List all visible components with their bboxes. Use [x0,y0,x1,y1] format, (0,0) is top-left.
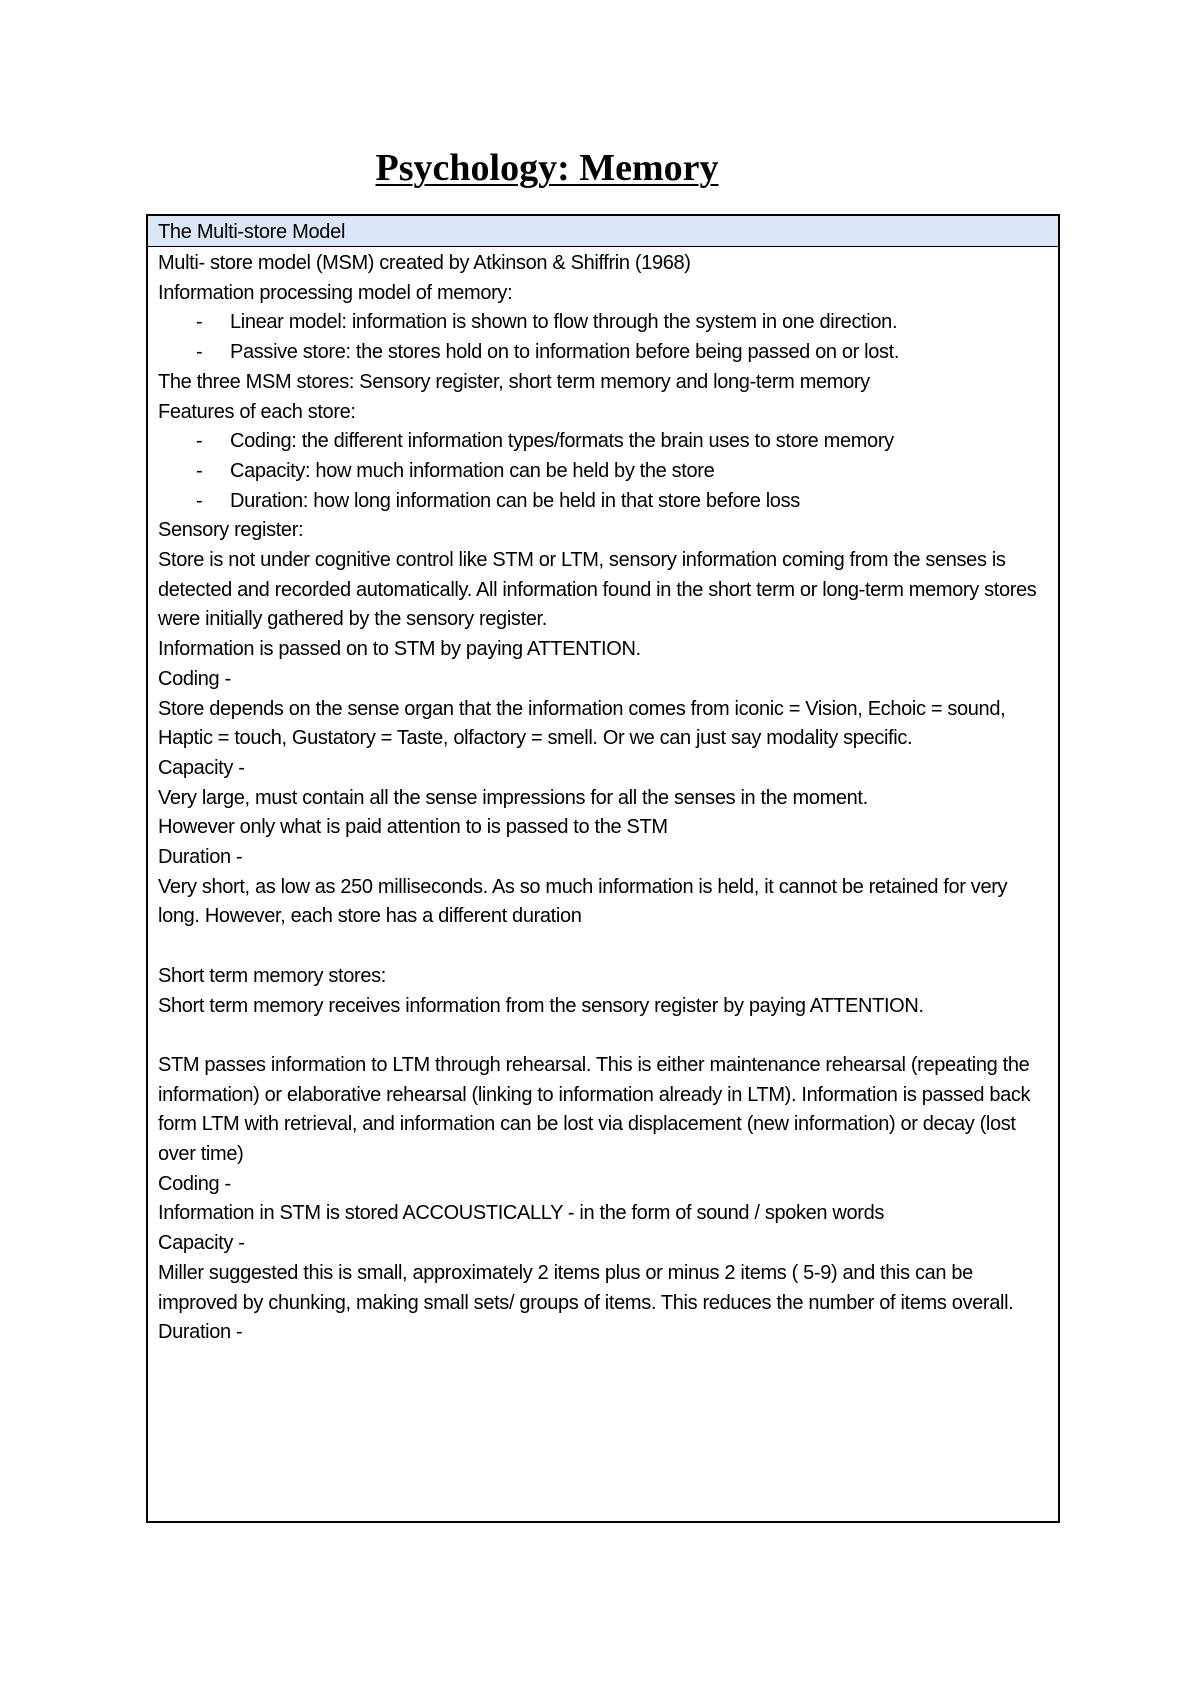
blank-line [158,1021,1048,1051]
text-line: Capacity - [158,1232,245,1255]
table-body [148,247,1058,1521]
text-line: Store depends on the sense organ that the information comes from iconic = Vision, Echoic = sound, Haptic = touch, Gustatory = Taste, olfactory = smell. Or we can just say modality specific. [158,697,1006,750]
text-line: Short term memory stores: [158,964,386,987]
text-line: Information processing model of memory: [158,281,513,304]
bullet-marker: - [196,459,203,482]
text-line: Multi- store model (MSM) created by Atkinson & Shiffrin (1968) [158,252,691,274]
text-line: STM passes information to LTM through rehearsal. This is either maintenance rehearsal (repeating the information) or elaborative rehearsal (linking to information already in LTM). Information is passed back form LTM with retrieval, and information can be lost via displacement (new information) or decay (lost over time) [158,1053,1031,1166]
blank-line [158,932,1048,962]
text-line: Short term memory receives information from the sensory register by paying ATTENTION. [158,994,924,1017]
text-line: Duration - [158,1321,243,1344]
text-line: Very short, as low as 250 milliseconds. As so much information is held, it cannot be retained for very long. However, each store has a different duration [158,875,1008,928]
bullet-text: Coding: the different information types/formats the brain uses to store memory [230,430,894,453]
text-line: Information is passed on to STM by paying ATTENTION. [158,638,641,661]
text-line: Coding - [158,1172,231,1195]
text-line: Information in STM is stored ACCOUSTICALLY - in the form of sound / spoken words [158,1202,885,1225]
bullet-item [158,338,1048,368]
text-line: However only what is paid attention to is passed to the STM [158,816,668,839]
text-line: Duration - [158,846,243,869]
text-line: Very large, must contain all the sense impressions for all the senses in the moment. [158,786,868,809]
text-line: Features of each store: [158,400,356,423]
bullet-marker: - [196,430,203,453]
bullet-item [158,457,1048,487]
page-title: Psychology: Memory [375,147,719,189]
text-line: Coding - [158,667,231,690]
text-line: Miller suggested this is small, approximately 2 items plus or minus 2 items ( 5-9) and this can be improved by chunking, making small sets/ groups of items. This reduces the number of items overall. [158,1261,1014,1314]
bullet-marker: - [196,489,203,512]
notes-table [146,214,1060,1523]
text-line: The three MSM stores: Sensory register, short term memory and long-term memory [158,370,870,393]
bullet-marker: - [196,311,203,334]
text-line: Sensory register: [158,519,304,542]
text-line: Store is not under cognitive control like STM or LTM, sensory information coming from the senses is detected and recorded automatically. All information found in the short term or long-term memory stores were initially gathered by the sensory register. [158,549,1037,631]
bullet-text: Linear model: information is shown to flow through the system in one direction. [230,311,898,334]
text-line: Capacity - [158,756,245,779]
bullet-text: Passive store: the stores hold on to information before being passed on or lost. [230,341,900,364]
bullet-item [158,487,1048,517]
bullet-item [158,308,1048,338]
bullet-text: Capacity: how much information can be held by the store [230,459,715,482]
bullet-marker: - [196,341,203,364]
bullet-text: Duration: how long information can be held in that store before loss [230,489,800,512]
table-header: The Multi-store Model [148,216,1058,247]
bullet-item [158,427,1048,457]
